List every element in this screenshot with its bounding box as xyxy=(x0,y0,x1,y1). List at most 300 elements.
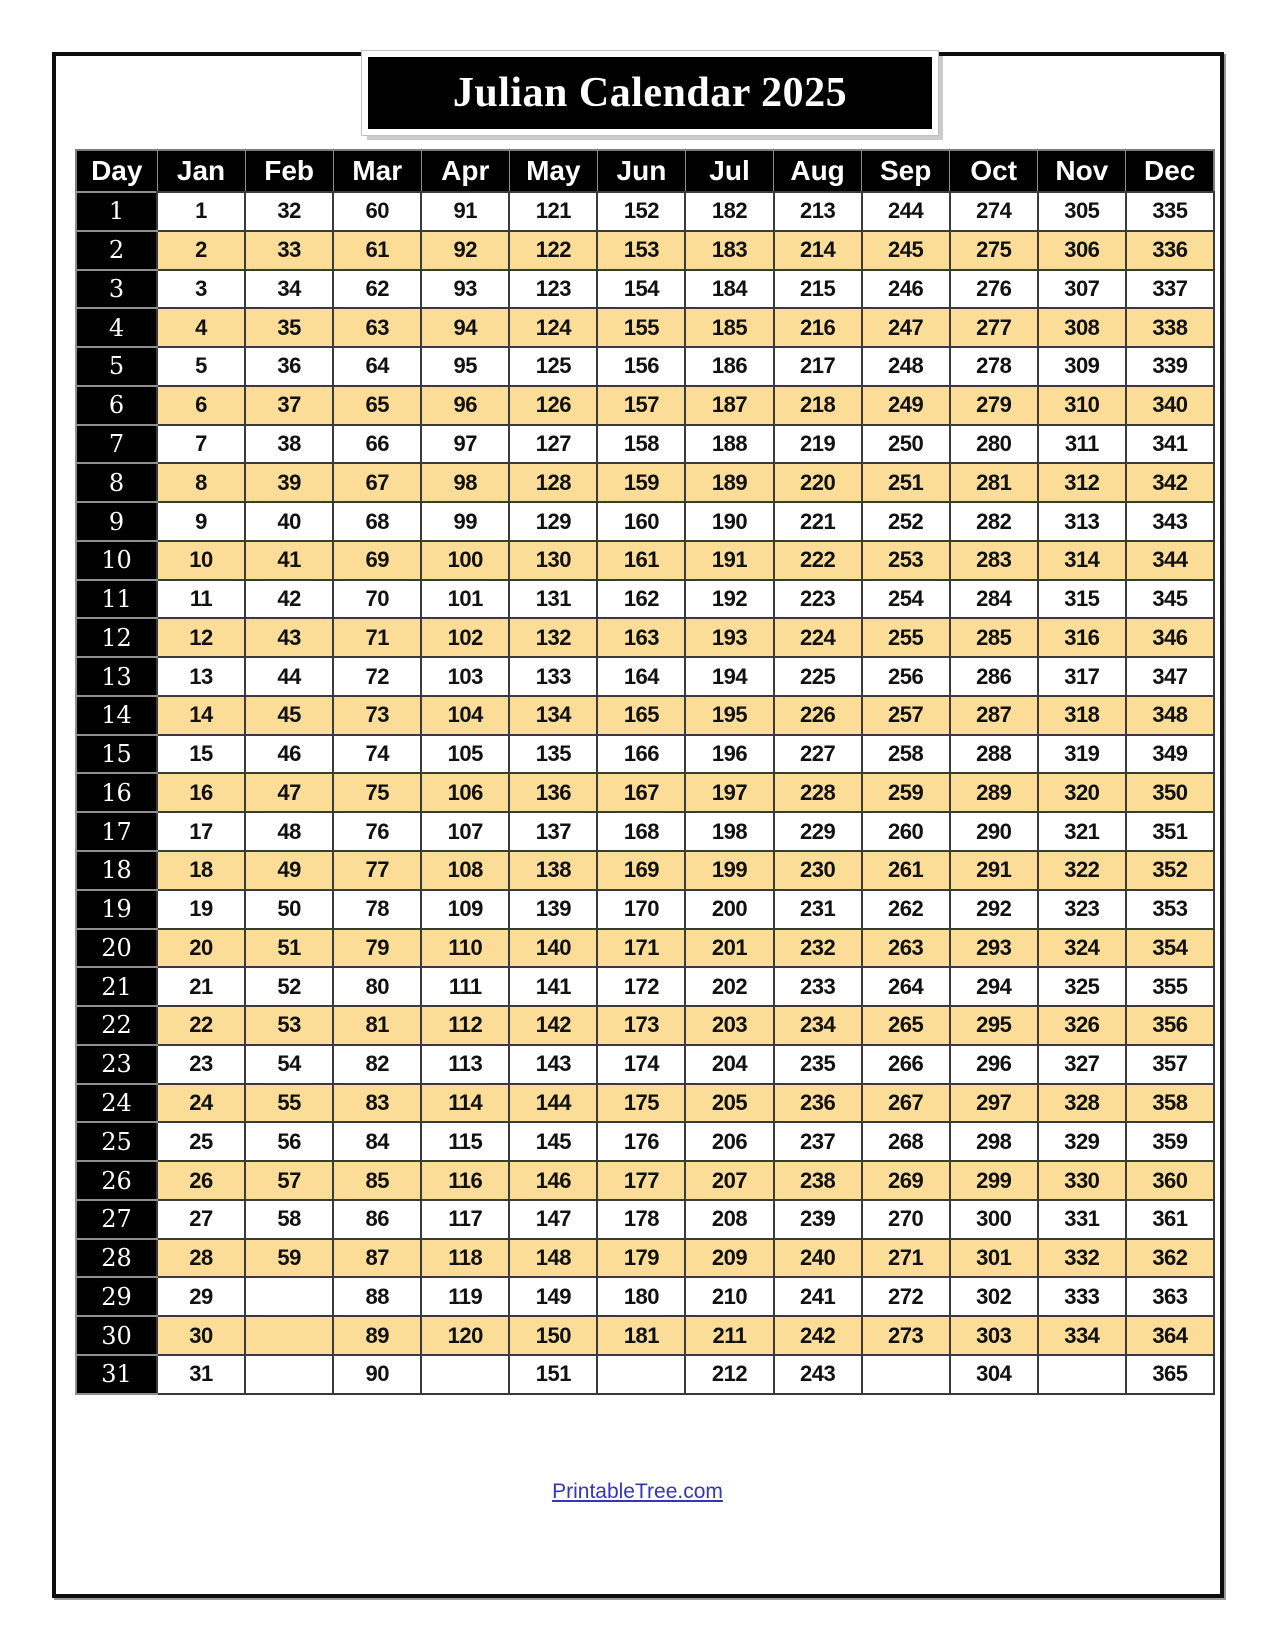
julian-day-cell: 256 xyxy=(862,657,950,696)
julian-day-cell: 171 xyxy=(597,929,685,968)
julian-day-cell: 281 xyxy=(950,463,1038,502)
table-row xyxy=(76,308,1214,347)
julian-day-cell: 155 xyxy=(597,308,685,347)
julian-day-cell: 291 xyxy=(950,851,1038,890)
julian-day-cell: 241 xyxy=(774,1277,862,1316)
julian-day-cell: 352 xyxy=(1126,851,1214,890)
table-row xyxy=(76,1006,1214,1045)
julian-day-cell: 8 xyxy=(157,463,245,502)
julian-day-cell: 75 xyxy=(333,773,421,812)
table-row xyxy=(76,425,1214,464)
julian-day-cell: 82 xyxy=(333,1045,421,1084)
julian-day-cell: 179 xyxy=(597,1239,685,1278)
julian-day-cell: 216 xyxy=(774,308,862,347)
julian-day-cell: 310 xyxy=(1038,386,1126,425)
day-cell: 25 xyxy=(76,1122,157,1161)
julian-day-cell: 330 xyxy=(1038,1161,1126,1200)
julian-day-cell: 316 xyxy=(1038,618,1126,657)
table-row xyxy=(76,270,1214,309)
julian-day-cell: 81 xyxy=(333,1006,421,1045)
julian-day-cell: 174 xyxy=(597,1045,685,1084)
julian-day-cell: 317 xyxy=(1038,657,1126,696)
julian-day-cell: 156 xyxy=(597,347,685,386)
table-row xyxy=(76,231,1214,270)
julian-day-cell: 22 xyxy=(157,1006,245,1045)
julian-day-cell: 54 xyxy=(245,1045,333,1084)
julian-day-cell: 146 xyxy=(509,1161,597,1200)
julian-day-cell: 137 xyxy=(509,812,597,851)
day-cell: 10 xyxy=(76,541,157,580)
day-cell: 11 xyxy=(76,580,157,619)
julian-day-cell: 69 xyxy=(333,541,421,580)
day-cell: 3 xyxy=(76,270,157,309)
table-row xyxy=(76,502,1214,541)
table-row xyxy=(76,1084,1214,1123)
julian-day-cell: 134 xyxy=(509,696,597,735)
julian-day-cell: 160 xyxy=(597,502,685,541)
julian-day-cell: 274 xyxy=(950,192,1038,231)
julian-day-cell: 223 xyxy=(774,580,862,619)
julian-day-cell: 203 xyxy=(685,1006,773,1045)
day-cell: 28 xyxy=(76,1239,157,1278)
julian-day-cell: 332 xyxy=(1038,1239,1126,1278)
julian-day-cell: 300 xyxy=(950,1200,1038,1239)
julian-day-cell: 227 xyxy=(774,735,862,774)
julian-day-cell: 220 xyxy=(774,463,862,502)
julian-day-cell: 193 xyxy=(685,618,773,657)
julian-day-cell: 157 xyxy=(597,386,685,425)
julian-day-cell: 88 xyxy=(333,1277,421,1316)
julian-day-cell: 94 xyxy=(421,308,509,347)
julian-day-cell: 49 xyxy=(245,851,333,890)
day-cell: 24 xyxy=(76,1084,157,1123)
julian-day-cell: 243 xyxy=(774,1355,862,1394)
table-row xyxy=(76,657,1214,696)
julian-day-cell: 309 xyxy=(1038,347,1126,386)
julian-day-cell: 148 xyxy=(509,1239,597,1278)
julian-day-cell: 68 xyxy=(333,502,421,541)
julian-day-cell xyxy=(597,1355,685,1394)
page-title: Julian Calendar 2025 xyxy=(368,57,932,129)
julian-day-cell: 169 xyxy=(597,851,685,890)
julian-day-cell: 190 xyxy=(685,502,773,541)
julian-day-cell xyxy=(421,1355,509,1394)
julian-day-cell: 135 xyxy=(509,735,597,774)
julian-day-cell: 164 xyxy=(597,657,685,696)
julian-day-cell: 286 xyxy=(950,657,1038,696)
julian-day-cell: 278 xyxy=(950,347,1038,386)
julian-day-cell: 168 xyxy=(597,812,685,851)
julian-day-cell: 239 xyxy=(774,1200,862,1239)
table-row xyxy=(76,1355,1214,1394)
julian-day-cell: 149 xyxy=(509,1277,597,1316)
julian-day-cell: 184 xyxy=(685,270,773,309)
julian-day-cell: 270 xyxy=(862,1200,950,1239)
julian-day-cell: 138 xyxy=(509,851,597,890)
julian-day-cell: 359 xyxy=(1126,1122,1214,1161)
julian-day-cell: 123 xyxy=(509,270,597,309)
month-header-nov: Nov xyxy=(1038,150,1126,192)
julian-day-cell: 266 xyxy=(862,1045,950,1084)
julian-day-cell: 249 xyxy=(862,386,950,425)
day-cell: 22 xyxy=(76,1006,157,1045)
julian-day-cell: 23 xyxy=(157,1045,245,1084)
table-row xyxy=(76,1045,1214,1084)
julian-day-cell: 62 xyxy=(333,270,421,309)
julian-day-cell: 10 xyxy=(157,541,245,580)
day-cell: 17 xyxy=(76,812,157,851)
julian-day-cell: 238 xyxy=(774,1161,862,1200)
julian-day-cell: 103 xyxy=(421,657,509,696)
julian-day-cell: 181 xyxy=(597,1316,685,1355)
julian-day-cell: 39 xyxy=(245,463,333,502)
julian-day-cell: 109 xyxy=(421,890,509,929)
julian-day-cell: 328 xyxy=(1038,1084,1126,1123)
julian-day-cell: 31 xyxy=(157,1355,245,1394)
julian-day-cell: 90 xyxy=(333,1355,421,1394)
julian-day-cell: 287 xyxy=(950,696,1038,735)
day-cell: 31 xyxy=(76,1355,157,1394)
julian-day-cell: 89 xyxy=(333,1316,421,1355)
julian-day-cell: 221 xyxy=(774,502,862,541)
julian-day-cell: 340 xyxy=(1126,386,1214,425)
julian-day-cell: 172 xyxy=(597,967,685,1006)
julian-day-cell: 7 xyxy=(157,425,245,464)
julian-day-cell: 336 xyxy=(1126,231,1214,270)
julian-day-cell: 282 xyxy=(950,502,1038,541)
julian-day-cell: 141 xyxy=(509,967,597,1006)
julian-day-cell: 91 xyxy=(421,192,509,231)
julian-day-cell: 99 xyxy=(421,502,509,541)
julian-day-cell: 347 xyxy=(1126,657,1214,696)
table-header xyxy=(76,150,1214,192)
julian-day-cell: 136 xyxy=(509,773,597,812)
julian-day-cell: 311 xyxy=(1038,425,1126,464)
julian-day-cell: 74 xyxy=(333,735,421,774)
julian-day-cell: 290 xyxy=(950,812,1038,851)
julian-day-cell: 51 xyxy=(245,929,333,968)
julian-day-cell: 319 xyxy=(1038,735,1126,774)
month-header-jul: Jul xyxy=(685,150,773,192)
julian-day-cell: 126 xyxy=(509,386,597,425)
julian-day-cell: 280 xyxy=(950,425,1038,464)
julian-day-cell: 259 xyxy=(862,773,950,812)
julian-day-cell: 262 xyxy=(862,890,950,929)
julian-day-cell: 128 xyxy=(509,463,597,502)
julian-calendar-table xyxy=(75,149,1215,1395)
julian-day-cell: 83 xyxy=(333,1084,421,1123)
julian-day-cell: 42 xyxy=(245,580,333,619)
julian-day-cell: 178 xyxy=(597,1200,685,1239)
julian-day-cell: 198 xyxy=(685,812,773,851)
julian-day-cell: 200 xyxy=(685,890,773,929)
table-row xyxy=(76,773,1214,812)
julian-day-cell: 264 xyxy=(862,967,950,1006)
julian-day-cell: 195 xyxy=(685,696,773,735)
table-row xyxy=(76,580,1214,619)
julian-day-cell: 176 xyxy=(597,1122,685,1161)
julian-day-cell: 284 xyxy=(950,580,1038,619)
julian-day-cell: 283 xyxy=(950,541,1038,580)
julian-day-cell: 222 xyxy=(774,541,862,580)
julian-day-cell: 63 xyxy=(333,308,421,347)
julian-day-cell: 102 xyxy=(421,618,509,657)
julian-day-cell: 9 xyxy=(157,502,245,541)
julian-day-cell: 167 xyxy=(597,773,685,812)
julian-day-cell: 354 xyxy=(1126,929,1214,968)
julian-day-cell: 292 xyxy=(950,890,1038,929)
julian-day-cell: 106 xyxy=(421,773,509,812)
julian-day-cell: 20 xyxy=(157,929,245,968)
julian-day-cell: 204 xyxy=(685,1045,773,1084)
julian-day-cell: 73 xyxy=(333,696,421,735)
julian-day-cell: 45 xyxy=(245,696,333,735)
julian-day-cell: 144 xyxy=(509,1084,597,1123)
julian-day-cell: 112 xyxy=(421,1006,509,1045)
julian-day-cell: 43 xyxy=(245,618,333,657)
julian-day-cell: 76 xyxy=(333,812,421,851)
julian-day-cell: 210 xyxy=(685,1277,773,1316)
julian-day-cell: 151 xyxy=(509,1355,597,1394)
month-header-feb: Feb xyxy=(245,150,333,192)
julian-day-cell: 41 xyxy=(245,541,333,580)
julian-day-cell: 212 xyxy=(685,1355,773,1394)
header-row xyxy=(76,150,1214,192)
julian-day-cell: 36 xyxy=(245,347,333,386)
day-cell: 9 xyxy=(76,502,157,541)
julian-day-cell: 217 xyxy=(774,347,862,386)
footer xyxy=(0,1480,1275,1504)
table-row xyxy=(76,890,1214,929)
julian-day-cell: 268 xyxy=(862,1122,950,1161)
julian-day-cell: 244 xyxy=(862,192,950,231)
table-body xyxy=(76,192,1214,1394)
julian-day-cell: 4 xyxy=(157,308,245,347)
julian-day-cell: 38 xyxy=(245,425,333,464)
julian-day-cell: 324 xyxy=(1038,929,1126,968)
julian-day-cell: 58 xyxy=(245,1200,333,1239)
day-cell: 18 xyxy=(76,851,157,890)
julian-day-cell: 153 xyxy=(597,231,685,270)
julian-day-cell: 188 xyxy=(685,425,773,464)
julian-day-cell: 208 xyxy=(685,1200,773,1239)
julian-day-cell: 185 xyxy=(685,308,773,347)
julian-day-cell: 163 xyxy=(597,618,685,657)
julian-day-cell: 257 xyxy=(862,696,950,735)
julian-day-cell: 248 xyxy=(862,347,950,386)
table-row xyxy=(76,851,1214,890)
julian-day-cell: 12 xyxy=(157,618,245,657)
julian-day-cell: 242 xyxy=(774,1316,862,1355)
julian-day-cell: 33 xyxy=(245,231,333,270)
julian-day-cell: 201 xyxy=(685,929,773,968)
julian-day-cell: 46 xyxy=(245,735,333,774)
julian-day-cell: 267 xyxy=(862,1084,950,1123)
julian-day-cell: 113 xyxy=(421,1045,509,1084)
julian-day-cell: 60 xyxy=(333,192,421,231)
julian-day-cell: 234 xyxy=(774,1006,862,1045)
julian-day-cell: 218 xyxy=(774,386,862,425)
julian-day-cell: 276 xyxy=(950,270,1038,309)
day-cell: 14 xyxy=(76,696,157,735)
julian-day-cell: 326 xyxy=(1038,1006,1126,1045)
julian-day-cell: 67 xyxy=(333,463,421,502)
julian-day-cell: 314 xyxy=(1038,541,1126,580)
julian-day-cell: 16 xyxy=(157,773,245,812)
table-row xyxy=(76,1161,1214,1200)
julian-day-cell: 125 xyxy=(509,347,597,386)
julian-day-cell: 18 xyxy=(157,851,245,890)
julian-day-cell: 344 xyxy=(1126,541,1214,580)
day-cell: 27 xyxy=(76,1200,157,1239)
julian-day-cell: 321 xyxy=(1038,812,1126,851)
julian-day-cell: 207 xyxy=(685,1161,773,1200)
julian-day-cell: 229 xyxy=(774,812,862,851)
julian-day-cell: 250 xyxy=(862,425,950,464)
julian-day-cell: 327 xyxy=(1038,1045,1126,1084)
julian-day-cell: 121 xyxy=(509,192,597,231)
julian-day-cell: 154 xyxy=(597,270,685,309)
julian-day-cell: 140 xyxy=(509,929,597,968)
julian-day-cell: 219 xyxy=(774,425,862,464)
julian-day-cell: 108 xyxy=(421,851,509,890)
julian-day-cell: 19 xyxy=(157,890,245,929)
julian-day-cell: 132 xyxy=(509,618,597,657)
julian-day-cell: 301 xyxy=(950,1239,1038,1278)
julian-day-cell: 298 xyxy=(950,1122,1038,1161)
julian-day-cell: 6 xyxy=(157,386,245,425)
julian-day-cell: 61 xyxy=(333,231,421,270)
julian-day-cell: 312 xyxy=(1038,463,1126,502)
julian-day-cell: 335 xyxy=(1126,192,1214,231)
julian-day-cell: 100 xyxy=(421,541,509,580)
julian-day-cell: 305 xyxy=(1038,192,1126,231)
table-row xyxy=(76,967,1214,1006)
julian-day-cell: 342 xyxy=(1126,463,1214,502)
julian-day-cell: 26 xyxy=(157,1161,245,1200)
julian-day-cell: 285 xyxy=(950,618,1038,657)
julian-day-cell: 228 xyxy=(774,773,862,812)
julian-day-cell: 323 xyxy=(1038,890,1126,929)
julian-day-cell: 15 xyxy=(157,735,245,774)
julian-day-cell: 117 xyxy=(421,1200,509,1239)
julian-day-cell: 147 xyxy=(509,1200,597,1239)
julian-day-cell: 346 xyxy=(1126,618,1214,657)
julian-day-cell: 131 xyxy=(509,580,597,619)
julian-day-cell: 338 xyxy=(1126,308,1214,347)
julian-day-cell: 294 xyxy=(950,967,1038,1006)
julian-day-cell: 304 xyxy=(950,1355,1038,1394)
julian-day-cell: 265 xyxy=(862,1006,950,1045)
julian-day-cell: 355 xyxy=(1126,967,1214,1006)
title-box xyxy=(361,50,939,136)
day-cell: 26 xyxy=(76,1161,157,1200)
julian-day-cell: 66 xyxy=(333,425,421,464)
julian-day-cell: 21 xyxy=(157,967,245,1006)
julian-day-cell: 251 xyxy=(862,463,950,502)
julian-day-cell: 246 xyxy=(862,270,950,309)
day-cell: 29 xyxy=(76,1277,157,1316)
julian-day-cell: 308 xyxy=(1038,308,1126,347)
julian-day-cell: 142 xyxy=(509,1006,597,1045)
julian-day-cell: 105 xyxy=(421,735,509,774)
julian-day-cell: 120 xyxy=(421,1316,509,1355)
julian-day-cell: 145 xyxy=(509,1122,597,1161)
julian-day-cell: 183 xyxy=(685,231,773,270)
julian-day-cell: 48 xyxy=(245,812,333,851)
julian-day-cell: 364 xyxy=(1126,1316,1214,1355)
julian-day-cell: 363 xyxy=(1126,1277,1214,1316)
day-cell: 21 xyxy=(76,967,157,1006)
julian-day-cell: 170 xyxy=(597,890,685,929)
day-cell: 7 xyxy=(76,425,157,464)
julian-day-cell: 97 xyxy=(421,425,509,464)
julian-day-cell: 32 xyxy=(245,192,333,231)
julian-day-cell: 80 xyxy=(333,967,421,1006)
printabletree-link[interactable]: PrintableTree.com xyxy=(552,1480,723,1503)
julian-day-cell: 1 xyxy=(157,192,245,231)
julian-day-cell: 119 xyxy=(421,1277,509,1316)
julian-day-cell: 87 xyxy=(333,1239,421,1278)
julian-day-cell: 173 xyxy=(597,1006,685,1045)
julian-day-cell: 225 xyxy=(774,657,862,696)
julian-day-cell: 166 xyxy=(597,735,685,774)
julian-day-cell: 211 xyxy=(685,1316,773,1355)
day-cell: 20 xyxy=(76,929,157,968)
julian-day-cell: 192 xyxy=(685,580,773,619)
day-cell: 12 xyxy=(76,618,157,657)
julian-day-cell: 118 xyxy=(421,1239,509,1278)
julian-day-cell: 358 xyxy=(1126,1084,1214,1123)
julian-day-cell: 34 xyxy=(245,270,333,309)
julian-day-cell: 30 xyxy=(157,1316,245,1355)
day-cell: 15 xyxy=(76,735,157,774)
julian-day-cell: 224 xyxy=(774,618,862,657)
julian-day-cell: 263 xyxy=(862,929,950,968)
julian-day-cell: 35 xyxy=(245,308,333,347)
julian-day-cell: 320 xyxy=(1038,773,1126,812)
julian-day-cell: 260 xyxy=(862,812,950,851)
table-row xyxy=(76,812,1214,851)
julian-day-cell: 57 xyxy=(245,1161,333,1200)
julian-day-cell: 95 xyxy=(421,347,509,386)
julian-day-cell: 230 xyxy=(774,851,862,890)
julian-day-cell: 24 xyxy=(157,1084,245,1123)
julian-day-cell: 357 xyxy=(1126,1045,1214,1084)
julian-day-cell: 122 xyxy=(509,231,597,270)
julian-day-cell: 233 xyxy=(774,967,862,1006)
julian-day-cell: 2 xyxy=(157,231,245,270)
julian-day-cell: 59 xyxy=(245,1239,333,1278)
julian-day-cell: 356 xyxy=(1126,1006,1214,1045)
julian-day-cell: 343 xyxy=(1126,502,1214,541)
julian-day-cell: 189 xyxy=(685,463,773,502)
day-cell: 16 xyxy=(76,773,157,812)
julian-day-cell: 180 xyxy=(597,1277,685,1316)
month-header-jan: Jan xyxy=(157,150,245,192)
julian-day-cell: 150 xyxy=(509,1316,597,1355)
julian-day-cell: 254 xyxy=(862,580,950,619)
table-row xyxy=(76,1277,1214,1316)
julian-day-cell: 78 xyxy=(333,890,421,929)
julian-day-cell: 98 xyxy=(421,463,509,502)
julian-day-cell: 306 xyxy=(1038,231,1126,270)
table-row xyxy=(76,463,1214,502)
julian-day-cell: 64 xyxy=(333,347,421,386)
julian-day-cell: 333 xyxy=(1038,1277,1126,1316)
day-cell: 6 xyxy=(76,386,157,425)
julian-day-cell: 279 xyxy=(950,386,1038,425)
